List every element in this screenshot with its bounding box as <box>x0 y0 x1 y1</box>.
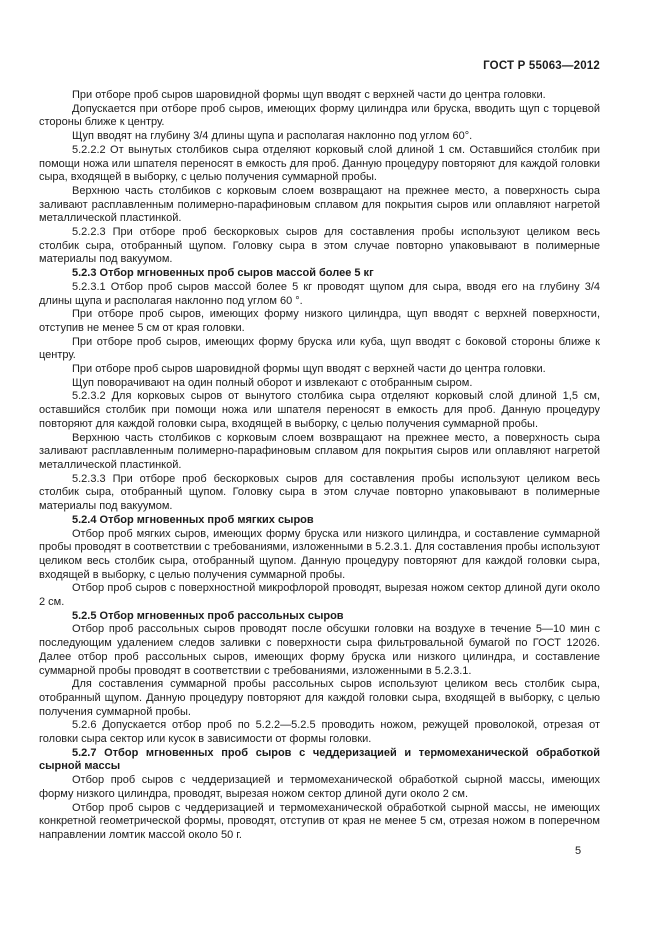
section-heading: 5.2.3 Отбор мгновенных проб сыров массой более 5 кг <box>72 267 374 280</box>
paragraph: Отбор проб сыров с поверхностной микрофлорой проводят, вырезая ножом сектор длиной дуги около 2 см. <box>39 582 600 609</box>
paragraph: При отборе проб сыров шаровидной формы щуп вводят с верхней части до центра головки. <box>72 363 546 376</box>
paragraph: При отборе проб сыров шаровидной формы щуп вводят с верхней части до центра головки. <box>72 89 546 101</box>
paragraph: При отборе проб сыров, имеющих форму низкого цилиндра, щуп вводят с верхней поверхности, отступив не менее 5 см от края головки. <box>39 308 600 334</box>
paragraph: Отбор проб сыров с чеддеризацией и термомеханической обработкой сырной массы, имеющих форму низкого цилиндра, проводят, вырезая ножом сектор длиной дуги около 2 см. <box>39 774 600 800</box>
paragraph: 5.2.3.3 При отборе проб бескорковых сыров для составления пробы используют целиком весь столбик сыра, отобранный щупом. Головку сыра в этом случае повторно упаковывают в полимерные материалы под вакуумом. <box>39 472 600 513</box>
page-body <box>39 89 600 843</box>
paragraph: Отбор проб мягких сыров, имеющих форму бруска или низкого цилиндра, и составление суммарной пробы проводят в соответствии с требованиями, изложенными в 5.2.3.1. Для составления пробы используют целиком весь столбик сыра, отобранный щупом. Данную процедуру повторяют для каждой головки сыра, входящей в выборку, с целью получения суммарной пробы. <box>39 527 600 581</box>
section-heading: 5.2.7 Отбор мгновенных проб сыров с чеддеризацией и термомеханической обработкой сырной массы <box>39 746 600 773</box>
paragraph: Верхнюю часть столбиков с корковым слоем возвращают на прежнее место, а поверхность сыра заливают расплавленным полимерно-парафиновым сплавом для покрытия сыров или оплавляют нагретой металлической пластинкой. <box>39 431 600 471</box>
paragraph: 5.2.2.3 При отборе проб бескорковых сыров для составления пробы используют целиком весь столбик сыра, отобранный щупом. Головку сыра в этом случае повторно упаковывают в полимерные материалы под вакуумом. <box>39 226 600 266</box>
paragraph: При отборе проб сыров, имеющих форму бруска или куба, щуп вводят с боковой стороны ближе к центру. <box>39 335 600 362</box>
paragraph: 5.2.3.1 Отбор проб сыров массой более 5 кг проводят щупом для сыра, вводя его на глубину 3/4 длины щупа и располагая наклонно под углом 60 °. <box>39 280 600 307</box>
paragraph: 5.2.6 Допускается отбор проб по 5.2.2—5.2.5 проводить ножом, режущей проволокой, отрезая от головки сыра сектор или кусок в зависимости от формы головки. <box>39 719 600 746</box>
paragraph: 5.2.2.2 От вынутых столбиков сыра отделяют корковый слой длиной 1 см. Оставшийся столбик при помощи ножа или шпателя переносят в емкость для проб. Данную процедуру повторяют для каждой головки сыра, входящей в выборку, с целью получения суммарной пробы. <box>39 143 600 184</box>
paragraph: Щуп поворачивают на один полный оборот и извлекают с отобранным сыром. <box>72 376 473 389</box>
paragraph: 5.2.3.2 Для корковых сыров от вынутого столбика сыра отделяют корковый слой длиной 1,5 см, оставшийся столбик при помощи ножа или шпателя переносят в емкость для проб. Данную процедуру повторяют для каждой головки сыра, входящей в выборку, с целью получения суммарной пробы. <box>39 390 600 430</box>
paragraph: Верхнюю часть столбиков с корковым слоем возвращают на прежнее место, а поверхность сыра заливают расплавленным полимерно-парафиновым сплавом для покрытия сыров или оплавляют нагретой металлической пластинкой. <box>39 184 600 225</box>
paragraph: Отбор проб сыров с чеддеризацией и термомеханической обработкой сырной массы, не имеющих конкретной геометрической формы, проводят, отступив от края не менее 5 см, отрезая ножом в поперечном направлении ломтик массой около 50 г. <box>39 801 600 841</box>
section-heading: 5.2.5 Отбор мгновенных проб рассольных сыров <box>72 609 344 622</box>
page-number: 5 <box>574 845 582 857</box>
section-heading: 5.2.4 Отбор мгновенных проб мягких сыров <box>72 513 314 526</box>
paragraph: Допускается при отборе проб сыров, имеющих форму цилиндра или бруска, вводить щуп с торцевой стороны ближе к центру. <box>39 102 600 129</box>
standard-number-header: ГОСТ Р 55063—2012 <box>483 60 600 72</box>
paragraph: Для составления суммарной пробы рассольных сыров используют целиком весь столбик сыра, отобранный щупом. Данную процедуру повторяют для каждой головки сыра, входящей в выборку, с целью получения суммарной пробы. <box>39 678 600 718</box>
paragraph: Отбор проб рассольных сыров проводят после обсушки головки на воздухе в течение 5—10 мин с последующим удалением следов заливки с поверхности сыра фильтровальной бумагой по ГОСТ 12026. Далее отбор проб рассольных сыров, имеющих форму бруска или низкого цилиндра, и составление суммарной пробы проводят в соответствии с требованиями, изложенными в 5.2.3.1. <box>39 623 600 677</box>
paragraph: Щуп вводят на глубину 3/4 длины щупа и располагая наклонно под углом 60°. <box>72 130 473 143</box>
